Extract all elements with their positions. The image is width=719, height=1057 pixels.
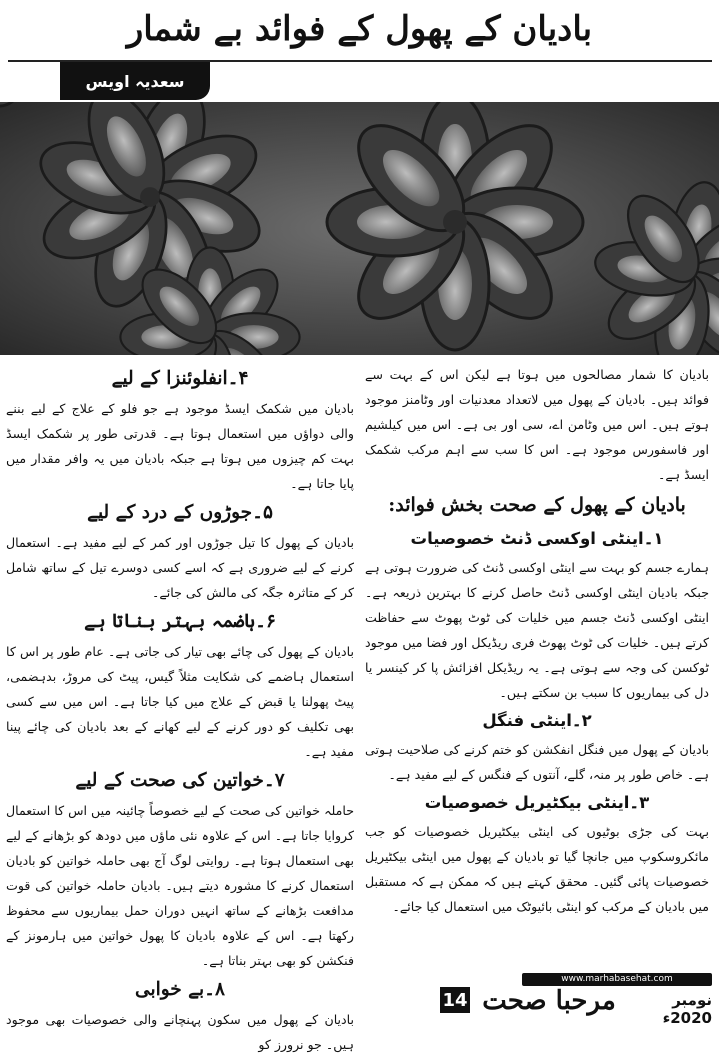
section-paragraph-8: بادیان کے پھول میں سکون پہنچانے والی خصوصیات بھی موجود ہیں۔ جو نرورز کو	[6, 1012, 354, 1052]
page-number: 14	[440, 987, 470, 1013]
section-heading-8: ۸۔بے خوابی	[135, 979, 225, 1000]
section-paragraph-2: بادیان کے پھول میں فنگل انفکشن کو ختم کرنے کی صلاحیت ہوتی ہے۔ خاص طور پر منہ، گلے، آنتوں کے فنگس کے لیے مفید ہے۔	[365, 742, 709, 782]
section-heading-6: ۶۔ہاضمہ بہتر بناتا ہے	[84, 611, 276, 632]
website-url: www.marhabasehat.com	[522, 973, 712, 986]
section-heading-2: ۲۔اینٹی فنگل	[482, 711, 592, 730]
star-anise-photo	[0, 102, 719, 355]
benefits-heading: بادیان کے پھول کے صحت بخش فوائد:	[388, 494, 686, 516]
section-paragraph-6: بادیان کے پھول کی چائے بھی تیار کی جاتی ہے۔ عام طور پر اس کا استعمال ہاضمے کی شکایت مثلاً گیس، پیٹ کی مروڑ، بدہضمی، پیٹ پھولنا یا قبض کے علاج میں کیا جاتا ہے۔ اس میں سے کسی بھی تکلیف کو دور کرنے کے لیے کھانے کے بعد بادیان کی چائے پینا مفید ہے۔	[6, 644, 354, 759]
issue-date: نومبر 2020ء	[662, 991, 712, 1027]
section-heading-7: ۷۔خواتین کی صحت کے لیے	[75, 770, 285, 791]
section-paragraph-5: بادیان کے پھول کا تیل جوڑوں اور کمر کے لیے مفید ہے۔ استعمال کرنے کے لیے ضروری ہے کہ اسے کسی دوسرے تیل کے ساتھ شامل کر کے متاثرہ جگہ کی مالش کی جائے۔	[6, 535, 354, 600]
right-column	[365, 362, 709, 919]
section-paragraph-4: بادیان میں شکمک ایسڈ موجود ہے جو فلو کے علاج کے لیے بننے والی دواؤں میں استعمال ہوتا ہے۔ قدرتی طور پر شکمک ایسڈ بہت کم چیزوں میں ہوتا ہے جبکہ بادیان میں یہ وافر مقدار میں پایا جاتا ہے۔	[6, 401, 354, 491]
author-name: سعدیہ اویس	[85, 71, 185, 91]
magazine-logo: مرحبا صحت	[482, 986, 616, 1016]
page-footer	[440, 974, 712, 1027]
article-title: بادیان کے پھول کے فوائد بے شمار	[126, 9, 593, 49]
section-heading-4: ۴۔انفلوئنزا کے لیے	[111, 368, 249, 389]
author-byline	[60, 62, 210, 100]
intro-paragraph: بادیان کا شمار مصالحوں میں ہوتا ہے لیکن اس کے بہت سے فوائد ہیں۔ بادیان کے پھول میں لاتعداد معدنیات اور وٹامنز موجود ہوتے ہیں۔ اس میں وٹامن اے، سی اور بی ہے۔ اس میں کیلشیم اور فاسفورس موجود ہے۔ اس کا سب سے اہم مرکب شکمک ایسڈ ہے۔	[365, 367, 709, 482]
section-paragraph-3: بہت کی جڑی بوٹیوں کی اینٹی بیکٹیریل خصوصیات کو جب مائکروسکوپ میں جانچا گیا تو بادیان کے پھول میں اینٹی بیکٹیریل خصوصیات پائی گئیں۔ محقق کہتے ہیں کہ ممکن ہے کہ مستقبل میں بادیان کے مرکب کو اینٹی بائیوٹک میں استعمال کیا جائے۔	[365, 824, 709, 914]
left-column	[6, 362, 354, 1057]
main-star-anise	[327, 102, 583, 350]
section-paragraph-7: حاملہ خواتین کی صحت کے لیے خصوصاً چائینہ میں اس کا استعمال کروایا جاتا ہے۔ اس کے علاوہ نئی ماؤں میں دودھ کو بڑھانے کے لیے بھی استعمال ہوتا ہے۔ روایتی لوگ آج بھی حاملہ خواتین کو بادیان استعمال کرنے کا مشورہ دیتے ہیں۔ بادیان حاملہ خواتین کی قوت مدافعت بڑھانے کے ساتھ انہیں دوران حمل بیماریوں سے محفوظ رکھتا ہے۔ اس کے علاوہ بادیان کا پھول خواتین میں ہارمونز کے فنکشن کو بھی بہتر بناتا ہے۔	[6, 803, 354, 968]
section-heading-3: ۳۔اینٹی بیکٹیریل خصوصیات	[424, 793, 650, 812]
section-heading-1: ۱۔اینٹی اوکسی ڈنٹ خصوصیات	[410, 529, 664, 548]
section-paragraph-1: ہمارے جسم کو بہت سے اینٹی اوکسی ڈنٹ کی ضرورت ہوتی ہے جبکہ بادیان اینٹی اوکسی ڈنٹ حاصل کرنے کا بہترین ذریعہ ہے۔ اینٹی اوکسی ڈنٹ جسم میں خلیات کی ٹوٹ پھوٹ سے حفاظت کرتے ہیں۔ خلیات کی ٹوٹ پھوٹ فری ریڈیکل اور فضا میں موجود ٹوکسن کی وجہ سے ہوتی ہے۔ یہ ریڈیکل افزائش پا کر کینسر یا دل کی بیماریوں کا سبب بن سکتے ہیں۔	[365, 560, 709, 700]
section-heading-5: ۵۔جوڑوں کے درد کے لیے	[87, 502, 273, 523]
